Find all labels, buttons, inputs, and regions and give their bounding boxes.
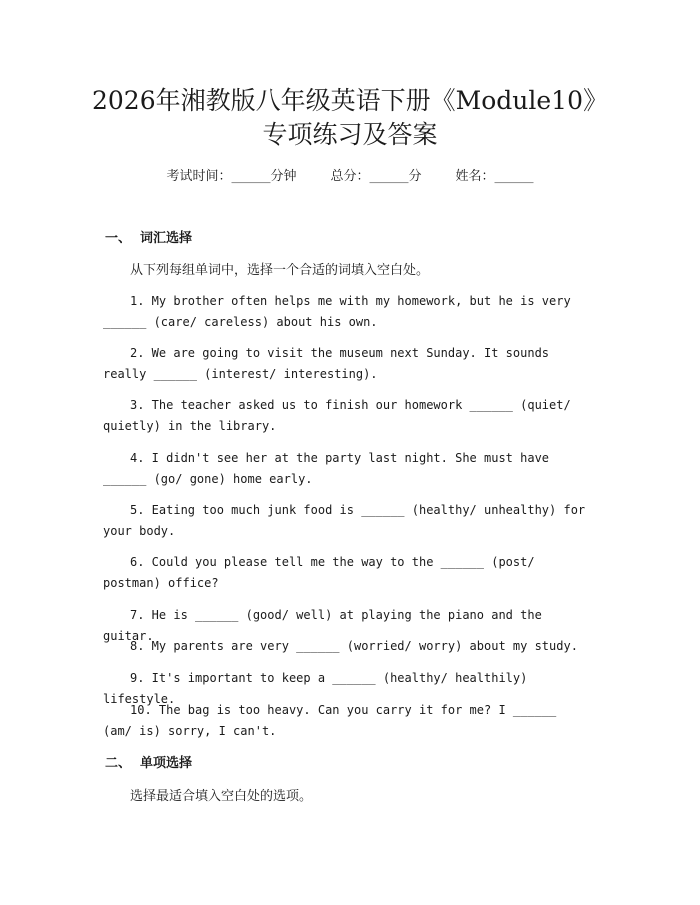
- exam-meta: [0, 168, 700, 186]
- question-item: 8. My parents are very ______ (worried/ worry) about my study.: [130, 639, 578, 653]
- section-number: 一、: [105, 231, 132, 246]
- section-instruction: 选择最适合填入空白处的选项。: [130, 789, 313, 804]
- question-item: 4. I didn't see her at the party last night. She must have ______ (go/ gone) home early.: [103, 451, 550, 486]
- question-item: 7. He is ______ (good/ well) at playing the piano and the guitar.: [103, 608, 542, 643]
- section-title: 词汇选择: [140, 231, 193, 246]
- section-number: 二、: [105, 756, 132, 771]
- section-heading-multiple-choice: [105, 755, 192, 773]
- student-name-field: 姓名：______: [455, 169, 534, 184]
- document-title-line1: 2026年湘教版八年级英语下册《Module10》: [92, 86, 608, 115]
- document-title-line2: 专项练习及答案: [262, 120, 438, 149]
- question-item: 5. Eating too much junk food is ______ (healthy/ unhealthy) for your body.: [103, 503, 586, 538]
- question-item: 6. Could you please tell me the way to the ______ (post/ postman) office?: [103, 555, 535, 590]
- question-item: 1. My brother often helps me with my homework, but he is very ______ (care/ careless) about his own.: [103, 294, 571, 329]
- section-heading-vocabulary: [105, 230, 192, 248]
- question-item: 10. The bag is too heavy. Can you carry it for me? I ______ (am/ is) sorry, I can't.: [103, 703, 557, 738]
- total-score-field: 总分：______分: [330, 169, 422, 184]
- exam-time-field: 考试时间：______分钟: [166, 169, 297, 184]
- section-instruction: 从下列每组单词中，选择一个合适的词填入空白处。: [130, 263, 430, 278]
- section-title: 单项选择: [140, 756, 193, 771]
- question-item: 3. The teacher asked us to finish our homework ______ (quiet/ quietly) in the library.: [103, 398, 571, 433]
- question-item: 2. We are going to visit the museum next Sunday. It sounds really ______ (interest/ interesting).: [103, 346, 550, 381]
- question-item: 9. It's important to keep a ______ (healthy/ healthily) lifestyle.: [103, 671, 528, 706]
